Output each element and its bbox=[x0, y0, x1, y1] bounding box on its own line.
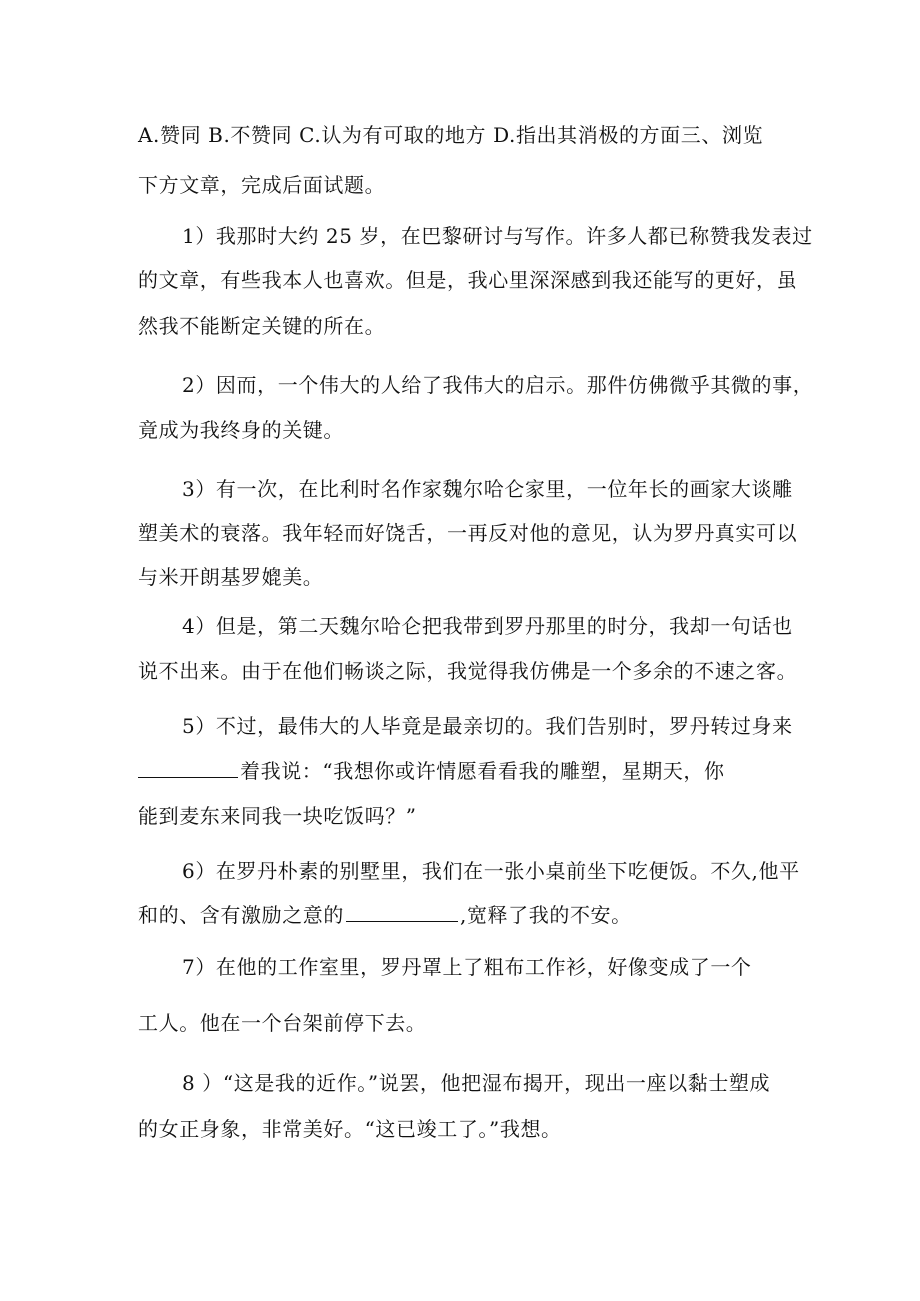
text-line-10: 与米开朗基罗媲美。 bbox=[138, 565, 324, 589]
text-line-9: 塑美术的衰落。我年轻而好饶舌，一再反对他的意见，认为罗丹真实可以 bbox=[138, 521, 798, 545]
text-line-12: 说不出来。由于在他们畅谈之际，我觉得我仿佛是一个多余的不速之客。 bbox=[138, 659, 798, 683]
text-line-7: 竟成为我终身的关键。 bbox=[138, 418, 344, 442]
text-line-17-end: ,宽释了我的不安。 bbox=[460, 903, 632, 927]
text-line-13: 5）不过，最伟大的人毕竟是最亲切的。我们告别时，罗丹转过身来 bbox=[182, 714, 793, 738]
text-line-16: 6）在罗丹朴素的别墅里，我们在一张小桌前坐下吃便饭。不久,他平 bbox=[182, 859, 800, 883]
text-line-17 bbox=[138, 901, 632, 929]
text-line-6: 2）因而，一个伟大的人给了我伟大的启示。那件仿佛微乎其微的事， bbox=[182, 373, 814, 397]
text-line-19: 工人。他在一个台架前停下去。 bbox=[138, 1011, 427, 1035]
text-line-8: 3）有一次，在比利时名作家魏尔哈仑家里，一位年长的画家大谈雕 bbox=[182, 477, 793, 501]
text-line-14 bbox=[138, 757, 725, 785]
fill-blank-1[interactable] bbox=[138, 757, 238, 778]
fill-blank-2[interactable] bbox=[346, 901, 458, 922]
text-line-20: 8 ）“这是我的近作。”说罢，他把湿布揭开，现出一座以黏士塑成 bbox=[182, 1071, 771, 1095]
text-line-17-start: 和的、含有激励之意的 bbox=[138, 903, 344, 927]
text-line-1: A.赞同 B.不赞同 C.认为有可取的地方 D.指出其消极的方面三、浏览 bbox=[138, 123, 764, 147]
text-line-21: 的女正身象，非常美好。“这已竣工了。”我想。 bbox=[138, 1117, 562, 1141]
text-line-4: 的文章，有些我本人也喜欢。但是，我心里深深感到我还能写的更好，虽 bbox=[138, 268, 798, 292]
text-line-3: 1）我那时大约 25 岁，在巴黎研讨与写作。许多人都已称赞我发表过 bbox=[182, 224, 813, 248]
text-line-11: 4）但是，第二天魏尔哈仑把我带到罗丹那里的时分，我却一句话也 bbox=[182, 614, 793, 638]
text-line-5: 然我不能断定关键的所在。 bbox=[138, 314, 386, 338]
text-line-14-text: 着我说：“我想你或许情愿看看我的雕塑，星期天，你 bbox=[240, 759, 725, 783]
text-line-2: 下方文章，完成后面试题。 bbox=[138, 173, 386, 197]
text-line-18: 7）在他的工作室里，罗丹罩上了粗布工作衫，好像变成了一个 bbox=[182, 955, 752, 979]
text-line-15: 能到麦东来同我一块吃饭吗？” bbox=[138, 804, 417, 828]
